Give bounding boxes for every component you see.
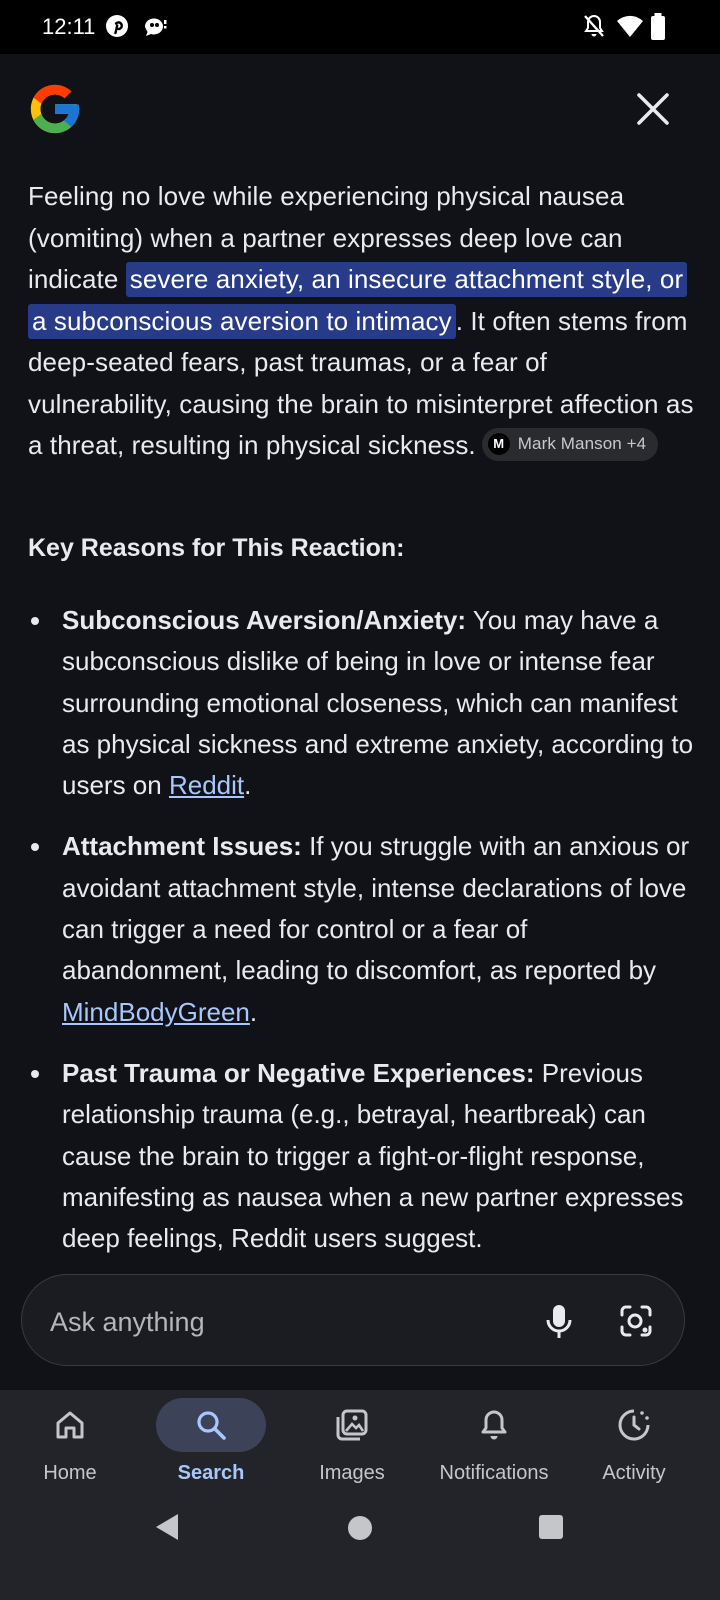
status-time: 12:11 [42,14,96,39]
highlighted-text: severe anxiety, an insecure attachment style, or a subconscious aversion to intimacy [28,262,687,339]
recents-icon[interactable] [538,1514,564,1540]
google-lens-icon[interactable] [618,1303,654,1339]
list-item [28,600,698,806]
source-chip[interactable] [482,428,659,461]
bullet-title: Attachment Issues: [62,831,302,862]
pinterest-icon [104,13,130,39]
reasons-list [28,600,698,1279]
bullet-end: . [244,770,252,801]
bullet-text: Previous relationship trauma (e.g., betrayal, heartbreak) can cause the brain to trigger a fight-or-flight response, manifesting as nausea when a new partner expresses deep feelings, Reddit users suggest. [62,1057,684,1254]
answer-intro [28,176,698,467]
nav-home[interactable] [0,1390,140,1485]
bullet-text: If you struggle with an anxious or avoidant attachment style, intense declarations of love can trigger a need for control or a fear of abandonment, leading to discomfort, as reported by [62,831,690,986]
close-icon[interactable] [632,88,674,130]
nav-search[interactable] [141,1390,281,1485]
nav-activity[interactable] [564,1390,704,1485]
home-icon [53,1408,87,1442]
nav-images[interactable] [282,1390,422,1485]
ai-answer [28,176,698,467]
bullet-end: . [249,996,258,1027]
intro-text: Feeling no love while experiencing physical nausea (vomiting) when a partner expresses deep love can indicate [28,181,625,294]
intro-text-continued: . It often stems from deep-seated fears, past traumas, or a fear of vulnerability, causing the brain to misinterpret affection as a threat, resulting in physical sickness. [28,305,694,460]
bullet-title: Subconscious Aversion/Anxiety: [62,605,467,635]
bullet-text: You may have a subconscious dislike of being in love or intense fear surrounding emotional closeness, which can manifest as physical sickness and extreme anxiety, according to users on [62,605,694,801]
home-button-icon[interactable] [346,1514,374,1542]
battery-icon [650,13,666,41]
system-nav-bar [0,1490,720,1570]
nav-notifications-label: Notifications [439,1462,549,1484]
search-icon [194,1408,228,1442]
ask-input[interactable] [48,1297,512,1347]
activity-icon [616,1407,652,1443]
list-item [28,826,698,1032]
microphone-icon[interactable] [544,1303,574,1341]
nav-images-label: Images [319,1462,385,1484]
nav-search-label: Search [177,1462,245,1484]
google-logo[interactable] [26,80,84,138]
list-item [28,1053,698,1259]
wifi-icon [616,13,644,39]
bullet-title: Past Trauma or Negative Experiences: [62,1057,535,1088]
nav-home-label: Home [43,1462,97,1484]
nav-notifications[interactable] [424,1390,564,1485]
notifications-off-icon [582,13,606,39]
back-icon[interactable] [152,1512,180,1542]
status-bar [0,0,720,54]
bottom-nav [0,1390,720,1600]
section-heading: Key Reasons for This Reaction: [28,534,405,562]
ask-bar [21,1274,685,1366]
mark-manson-logo: M [488,433,510,455]
mindbodygreen-link[interactable]: MindBodyGreen [62,996,250,1027]
nav-activity-label: Activity [602,1462,666,1484]
source-chip-label: Mark Manson +4 [517,434,647,454]
bell-icon [477,1408,511,1442]
reddit-link[interactable]: Reddit [168,770,245,801]
images-icon [334,1407,370,1443]
assistant-bubble-icon [142,13,170,39]
